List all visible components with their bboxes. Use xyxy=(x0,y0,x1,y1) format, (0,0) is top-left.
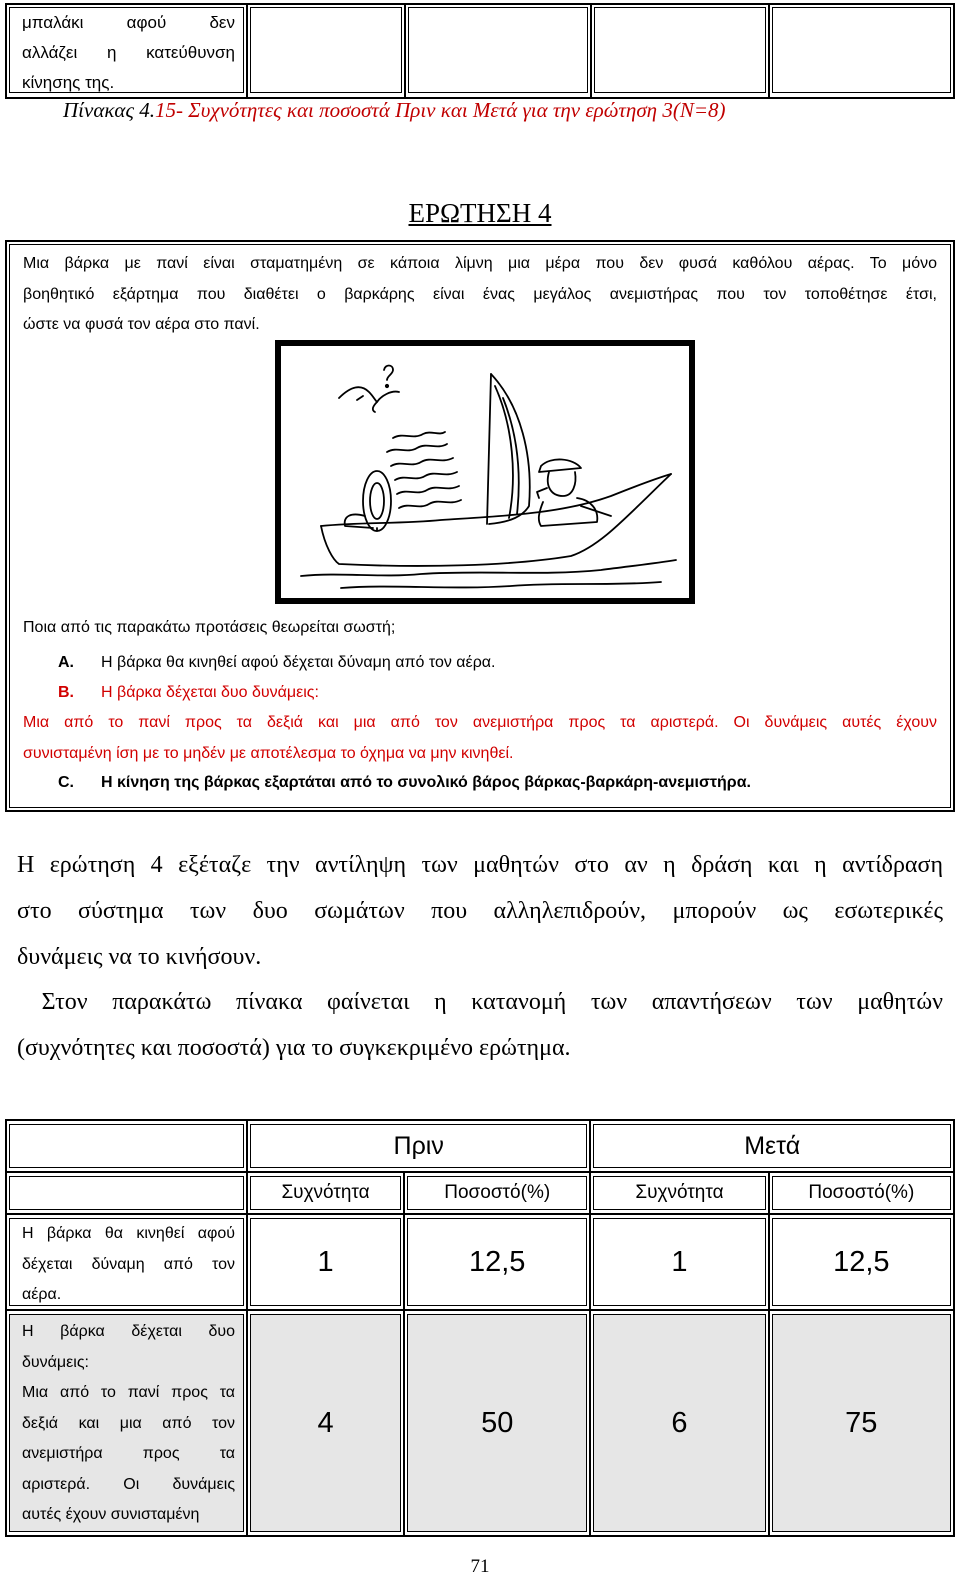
header-percentage: Ποσοστό(%) xyxy=(772,1176,951,1210)
row-label-line: ανεμιστήρα προς τα xyxy=(22,1445,236,1462)
boat-illustration xyxy=(275,340,695,604)
results-table xyxy=(5,1119,955,1537)
row-label xyxy=(9,1314,244,1532)
row-label-line: Η βάρκα θα κινηθεί αφού xyxy=(22,1225,236,1242)
row-label xyxy=(9,1218,244,1306)
option-b-text: Η βάρκα δέχεται δυο δυνάμεις: xyxy=(101,684,319,701)
empty-cell xyxy=(408,7,588,93)
previous-row-line: αλλάζει η κατεύθυνση xyxy=(22,43,235,62)
header-before: Πριν xyxy=(250,1124,587,1168)
sail-icon xyxy=(489,374,530,524)
row-label-line: αυτές έχουν συνισταμένη xyxy=(22,1506,200,1523)
row-label-line: αριστερά. Οι δυνάμεις xyxy=(22,1475,236,1493)
fan-icon xyxy=(363,471,391,531)
question-box-inner xyxy=(9,244,951,808)
header-after: Μετά xyxy=(593,1124,951,1168)
table-caption-text: 15- Συχνότητες και ποσοστά Πριν και Μετά για την ερώτηση 3(N=8) xyxy=(154,98,726,122)
water-icon xyxy=(301,560,676,576)
percentage-before: 12,5 xyxy=(407,1218,587,1306)
option-a xyxy=(58,648,918,678)
option-c-text: Η κίνηση της βάρκας εξαρτάται από το συνολικό βάρος βάρκας-βαρκάρη-ανεμιστήρα. xyxy=(101,774,751,791)
table-row xyxy=(6,1310,954,1536)
paragraph-line: (συχνότητες και ποσοστά) για το συγκεκριμένο ερώτημα. xyxy=(17,1035,571,1061)
option-b-detail-line: Μια από το πανί προς τα δεξιά και μια από τον ανεμιστήρα προς τα αριστερά. Οι δυνάμεις αυτές έχουν xyxy=(23,714,937,731)
previous-row-line: κίνησης της. xyxy=(22,73,115,92)
question-prompt: Ποια από τις παρακάτω προτάσεις θεωρείται σωστή; xyxy=(23,619,396,636)
empty-cell xyxy=(772,7,951,93)
previous-row-line: μπαλάκι αφού δεν xyxy=(22,13,235,32)
paragraph-1 xyxy=(17,842,943,980)
header-frequency: Συχνότητα xyxy=(593,1176,765,1210)
boat-hull-icon xyxy=(321,474,671,526)
seagull-icon xyxy=(339,387,399,402)
paragraph-line: Η ερώτηση 4 εξέταζε την αντίληψη των μαθητών στο αν η δράση και η αντίδραση xyxy=(17,852,943,878)
option-a-text: Η βάρκα θα κινηθεί αφού δέχεται δύναμη από τον αέρα. xyxy=(101,654,496,671)
percentage-before: 50 xyxy=(407,1314,587,1532)
option-c-letter: C. xyxy=(58,774,74,791)
group-header-row xyxy=(6,1120,954,1172)
empty-header-cell xyxy=(9,1176,244,1210)
empty-header-cell xyxy=(9,1124,244,1168)
frequency-before: 4 xyxy=(250,1314,401,1532)
header-frequency: Συχνότητα xyxy=(250,1176,401,1210)
previous-row-label xyxy=(9,7,244,93)
paragraph-line: Στον παρακάτω πίνακα φαίνεται η κατανομή των απαντήσεων των μαθητών xyxy=(17,989,943,1015)
question-box xyxy=(5,240,955,812)
frequency-before: 1 xyxy=(250,1218,401,1306)
frequency-after: 1 xyxy=(593,1218,765,1306)
option-a-letter: A. xyxy=(58,654,74,671)
row-label-line: αέρα. xyxy=(22,1286,62,1303)
captain-icon xyxy=(548,472,576,496)
page-number: 71 xyxy=(470,1556,490,1577)
percentage-after: 12,5 xyxy=(772,1218,951,1306)
question-intro xyxy=(23,249,937,341)
option-c xyxy=(58,768,918,798)
row-label-line: δέχεται δύναμη από τον xyxy=(22,1255,236,1273)
empty-cell xyxy=(594,7,766,93)
previous-table-last-row xyxy=(5,3,955,99)
table-caption-prefix: Πίνακας 4. xyxy=(63,98,155,122)
mast-icon xyxy=(487,374,491,524)
table-caption xyxy=(63,98,726,123)
row-label-line: δυνάμεις: xyxy=(22,1353,89,1371)
empty-cell xyxy=(250,7,402,93)
paragraph-line: στο σύστημα των δυο σωμάτων που αλληλεπιδρούν, μπορούν ως εσωτερικές xyxy=(17,898,943,924)
header-percentage: Ποσοστό(%) xyxy=(407,1176,587,1210)
boat-fan-drawing xyxy=(281,346,689,598)
frequency-after: 6 xyxy=(593,1314,765,1532)
paragraph-2 xyxy=(17,979,943,1071)
sub-header-row xyxy=(6,1172,954,1214)
question-title: ΕΡΩΤΗΣΗ 4 xyxy=(408,198,552,228)
row-label-line: Μια από το πανί προς τα xyxy=(22,1384,236,1401)
paragraph-line: δυνάμεις να το κινήσουν. xyxy=(17,944,262,970)
option-b-detail xyxy=(23,708,937,769)
question-intro-line: βοηθητικό εξάρτημα που διαθέτει ο βαρκάρης είναι ένας μεγάλος ανεμιστήρας που τον τοποθέτησε έτσι, xyxy=(23,285,937,303)
row-label-line: δεξιά και μια από τον xyxy=(22,1414,236,1432)
option-b-letter: B. xyxy=(58,684,74,701)
percentage-after: 75 xyxy=(772,1314,951,1532)
question-intro-line: Μια βάρκα με πανί είναι σταματημένη σε κάποια λίμνη μια μέρα που δεν φυσά καθόλου αέρας. Το μόνο xyxy=(23,255,937,272)
question-intro-line: ώστε να φυσά τον αέρα στο πανί. xyxy=(23,316,260,333)
option-b xyxy=(58,678,918,708)
captain-hat-icon xyxy=(539,459,581,472)
row-label-line: Η βάρκα δέχεται δυο xyxy=(22,1323,236,1340)
table-row xyxy=(6,1214,954,1310)
option-b-detail-line: συνισταμένη ίση με το μηδέν με αποτέλεσμα το όχημα να μην κινηθεί. xyxy=(23,744,514,762)
